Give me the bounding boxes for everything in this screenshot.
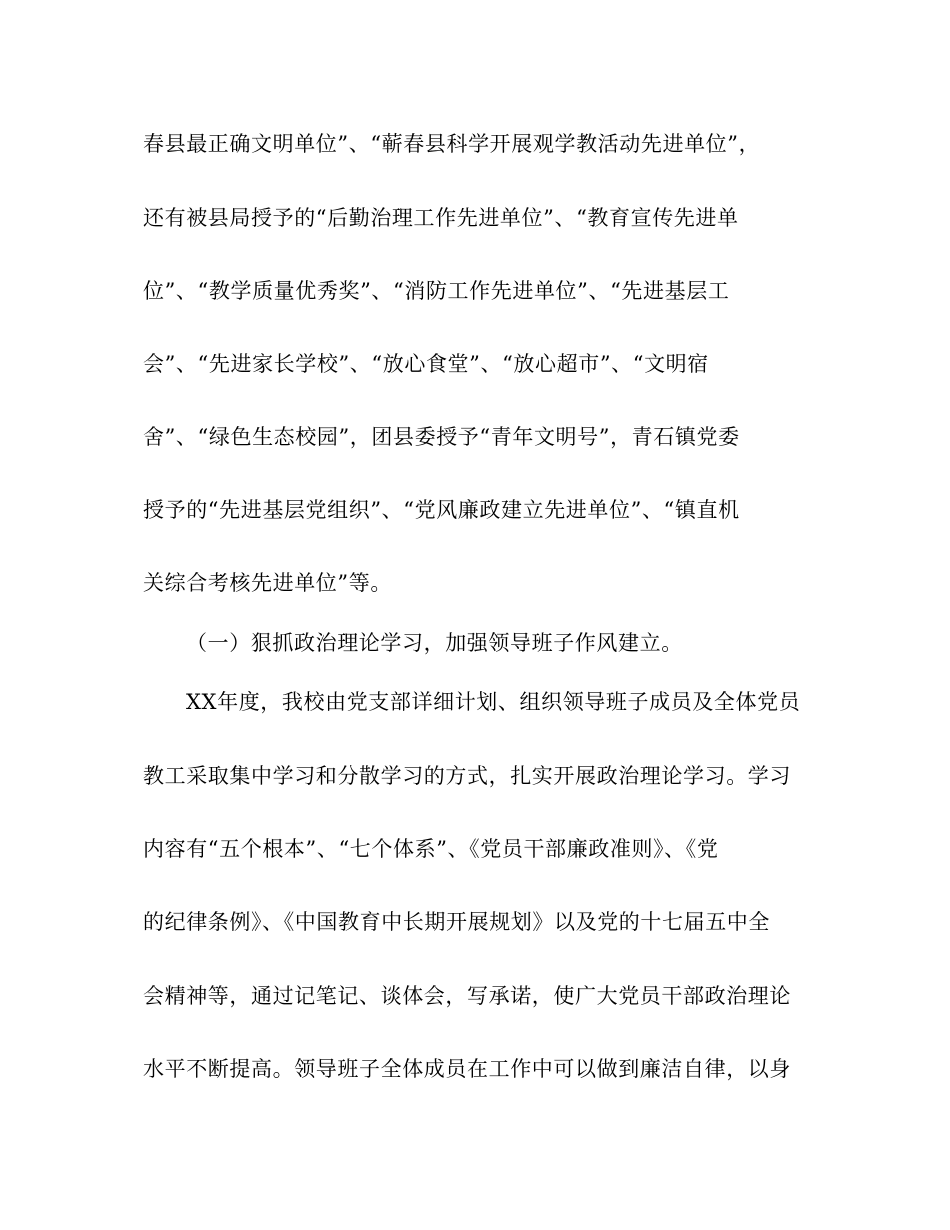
text-line-7: 关综合考核先进单位”等。 — [143, 571, 392, 595]
text-line-2: 还有被县局授予的“后勤治理工作先进单位”、“教育宣传先进单 — [143, 206, 739, 230]
paragraph-first-line: XX年度，我校由党支部详细计划、组织领导班子成员及全体党员 — [186, 690, 801, 714]
text-line-1: 春县最正确文明单位”、“蕲春县科学开展观学教活动先进单位”， — [143, 132, 761, 156]
text-line-14: 水平不断提高。领导班子全体成员在工作中可以做到廉洁自律，以身 — [143, 1057, 791, 1081]
text-line-4: 会”、“先进家长学校”、“放心食堂”、“放心超市”、“文明宿 — [143, 352, 709, 376]
text-line-5: 舍”、“绿色生态校园”，团县委授予“青年文明号”，青石镇党委 — [143, 425, 740, 449]
text-line-13: 会精神等，通过记笔记、谈体会，写承诺，使广大党员干部政治理论 — [143, 984, 791, 1008]
text-line-10: 教工采取集中学习和分散学习的方式，扎实开展政治理论学习。学习 — [143, 764, 791, 788]
text-line-6: 授予的“先进基层党组织”、“党风廉政建立先进单位”、“镇直机 — [143, 498, 740, 522]
section-heading: （一）狠抓政治理论学习，加强领导班子作风建立。 — [186, 631, 683, 655]
text-line-12: 的纪律条例》、《中国教育中长期开展规划》以及党的十七届五中全 — [143, 910, 770, 934]
text-line-11: 内容有“五个根本”、“七个体系”、《党员干部廉政准则》、《党 — [143, 837, 719, 861]
text-line-3: 位”、“教学质量优秀奖”、“消防工作先进单位”、“先进基层工 — [143, 279, 730, 303]
